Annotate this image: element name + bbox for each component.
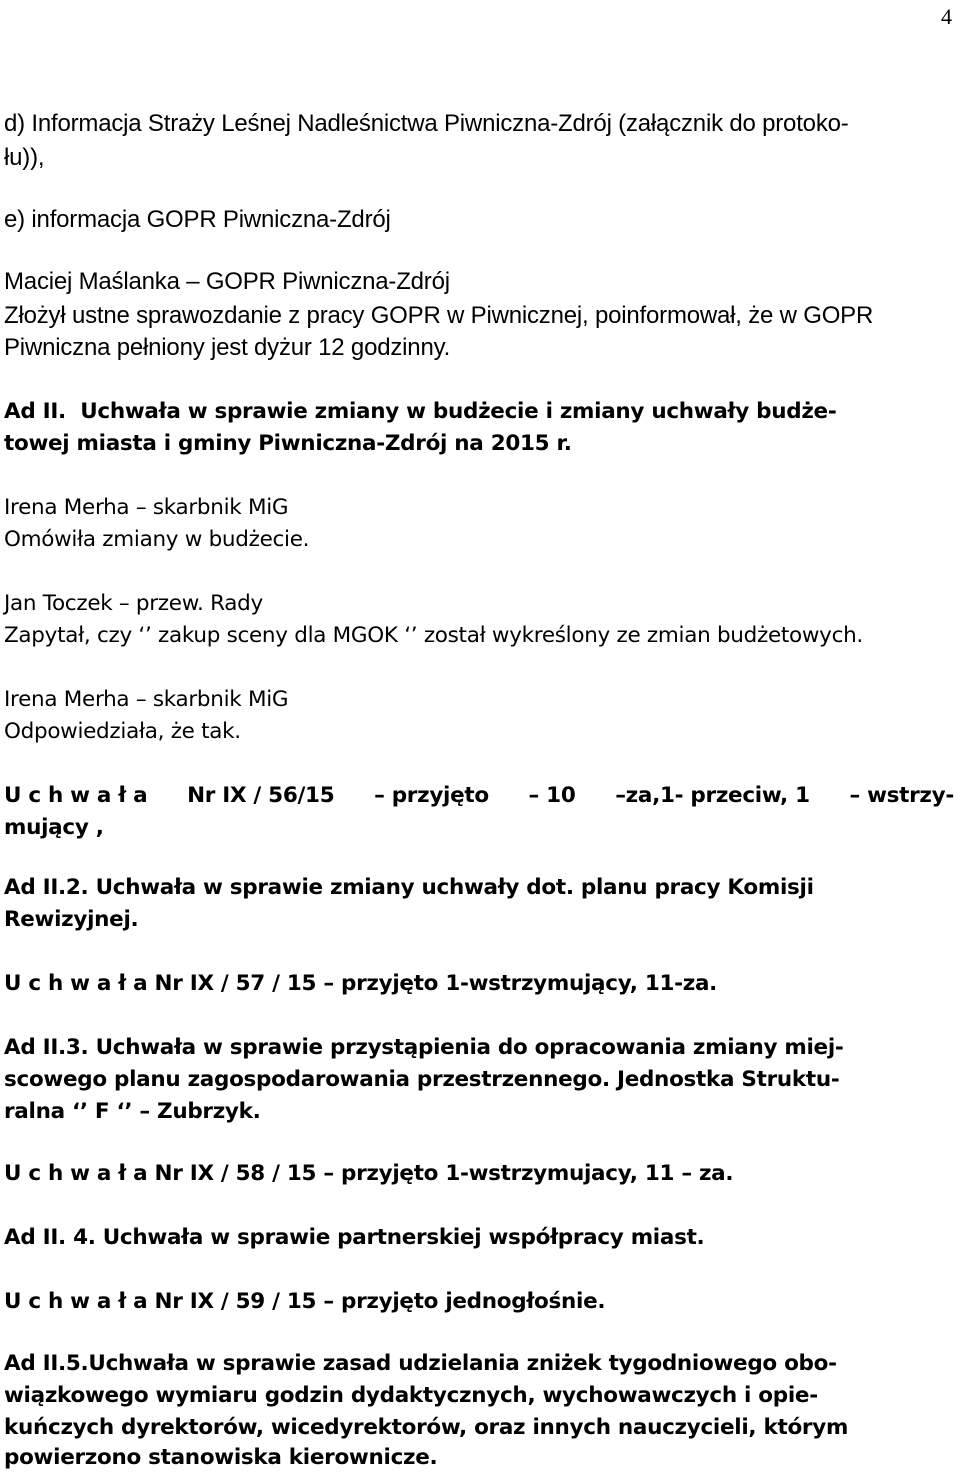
ad-2-5-heading-line-1: Ad II.5.Uchwała w sprawie zasad udzielania zniżek tygodniowego obo-	[4, 1351, 837, 1376]
gopr-speaker: Maciej Maślanka – GOPR Piwniczna-Zdrój	[4, 268, 450, 295]
item-d-line-2: łu)),	[4, 144, 45, 171]
speaker-irena-1: Irena Merha – skarbnik MiG	[4, 495, 289, 520]
ad-2-3-heading-line-3: ralna ‘’ F ‘’ – Zubrzyk.	[4, 1099, 261, 1124]
ad-2-5-heading-line-3: kuńczych dyrektorów, wicedyrektorów, oraz innych nauczycieli, którym	[4, 1415, 849, 1440]
item-e-line: e) informacja GOPR Piwniczna-Zdrój	[4, 206, 391, 233]
statement-jan: Zapytał, czy ‘’ zakup sceny dla MGOK ‘’ został wykreślony ze zmian budżetowych.	[4, 623, 863, 648]
gopr-report-line-2: Piwniczna pełniony jest dyżur 12 godzinny.	[4, 334, 451, 361]
item-d-line-1: d) Informacja Straży Leśnej Nadleśnictwa Piwniczna-Zdrój (załącznik do protoko-	[4, 110, 849, 137]
resolution-56-votes: –za,1- przeciw, 1	[615, 783, 810, 808]
page-number: 4	[941, 4, 952, 29]
ad-2-2-heading-line-1: Ad II.2. Uchwała w sprawie zmiany uchwały dot. planu pracy Komisji	[4, 875, 814, 900]
speaker-jan: Jan Toczek – przew. Rady	[4, 591, 263, 616]
ad-2-4-heading: Ad II. 4. Uchwała w sprawie partnerskiej współpracy miast.	[4, 1225, 705, 1250]
resolution-56-line-2: mujący ,	[4, 815, 104, 840]
ad-2-heading-line-2: towej miasta i gminy Piwniczna-Zdrój na 2015 r.	[4, 431, 572, 456]
statement-irena-1: Omówiła zmiany w budżecie.	[4, 527, 310, 552]
gopr-report-line-1: Złożył ustne sprawozdanie z pracy GOPR w Piwnicznej, poinformował, że w GOPR	[4, 302, 874, 329]
ad-2-title-part: Uchwała w sprawie zmiany w budżecie i zmiany uchwały budże-	[80, 399, 837, 424]
ad-2-3-heading-line-2: scowego planu zagospodarowania przestrzennego. Jednostka Struktu-	[4, 1067, 840, 1092]
resolution-58: U c h w a ł a Nr IX / 58 / 15 – przyjęto 1-wstrzymujacy, 11 – za.	[4, 1161, 734, 1186]
resolution-56-line-1	[4, 780, 954, 812]
resolution-56-count: – 10	[528, 783, 576, 808]
resolution-56-number: Nr IX / 56/15	[187, 783, 335, 808]
ad-2-2-heading-line-2: Rewizyjnej.	[4, 907, 139, 932]
resolution-57: U c h w a ł a Nr IX / 57 / 15 – przyjęto 1-wstrzymujący, 11-za.	[4, 971, 718, 996]
resolution-56-word: U c h w a ł a	[4, 783, 148, 808]
ad-2-label: Ad II.	[4, 399, 66, 424]
ad-2-3-heading-line-1: Ad II.3. Uchwała w sprawie przystąpienia do opracowania zmiany miej-	[4, 1035, 844, 1060]
resolution-56-abstain: – wstrzy-	[849, 783, 954, 808]
resolution-59: U c h w a ł a Nr IX / 59 / 15 – przyjęto jednogłośnie.	[4, 1289, 606, 1314]
ad-2-heading-line-1	[4, 396, 954, 428]
ad-2-5-heading-line-2: wiązkowego wymiaru godzin dydaktycznych, wychowawczych i opie-	[4, 1383, 818, 1408]
ad-2-5-heading-line-4: powierzono stanowiska kierownicze.	[4, 1445, 438, 1470]
speaker-irena-2: Irena Merha – skarbnik MiG	[4, 687, 289, 712]
resolution-56-adopted: – przyjęto	[374, 783, 489, 808]
statement-irena-2: Odpowiedziała, że tak.	[4, 719, 241, 744]
